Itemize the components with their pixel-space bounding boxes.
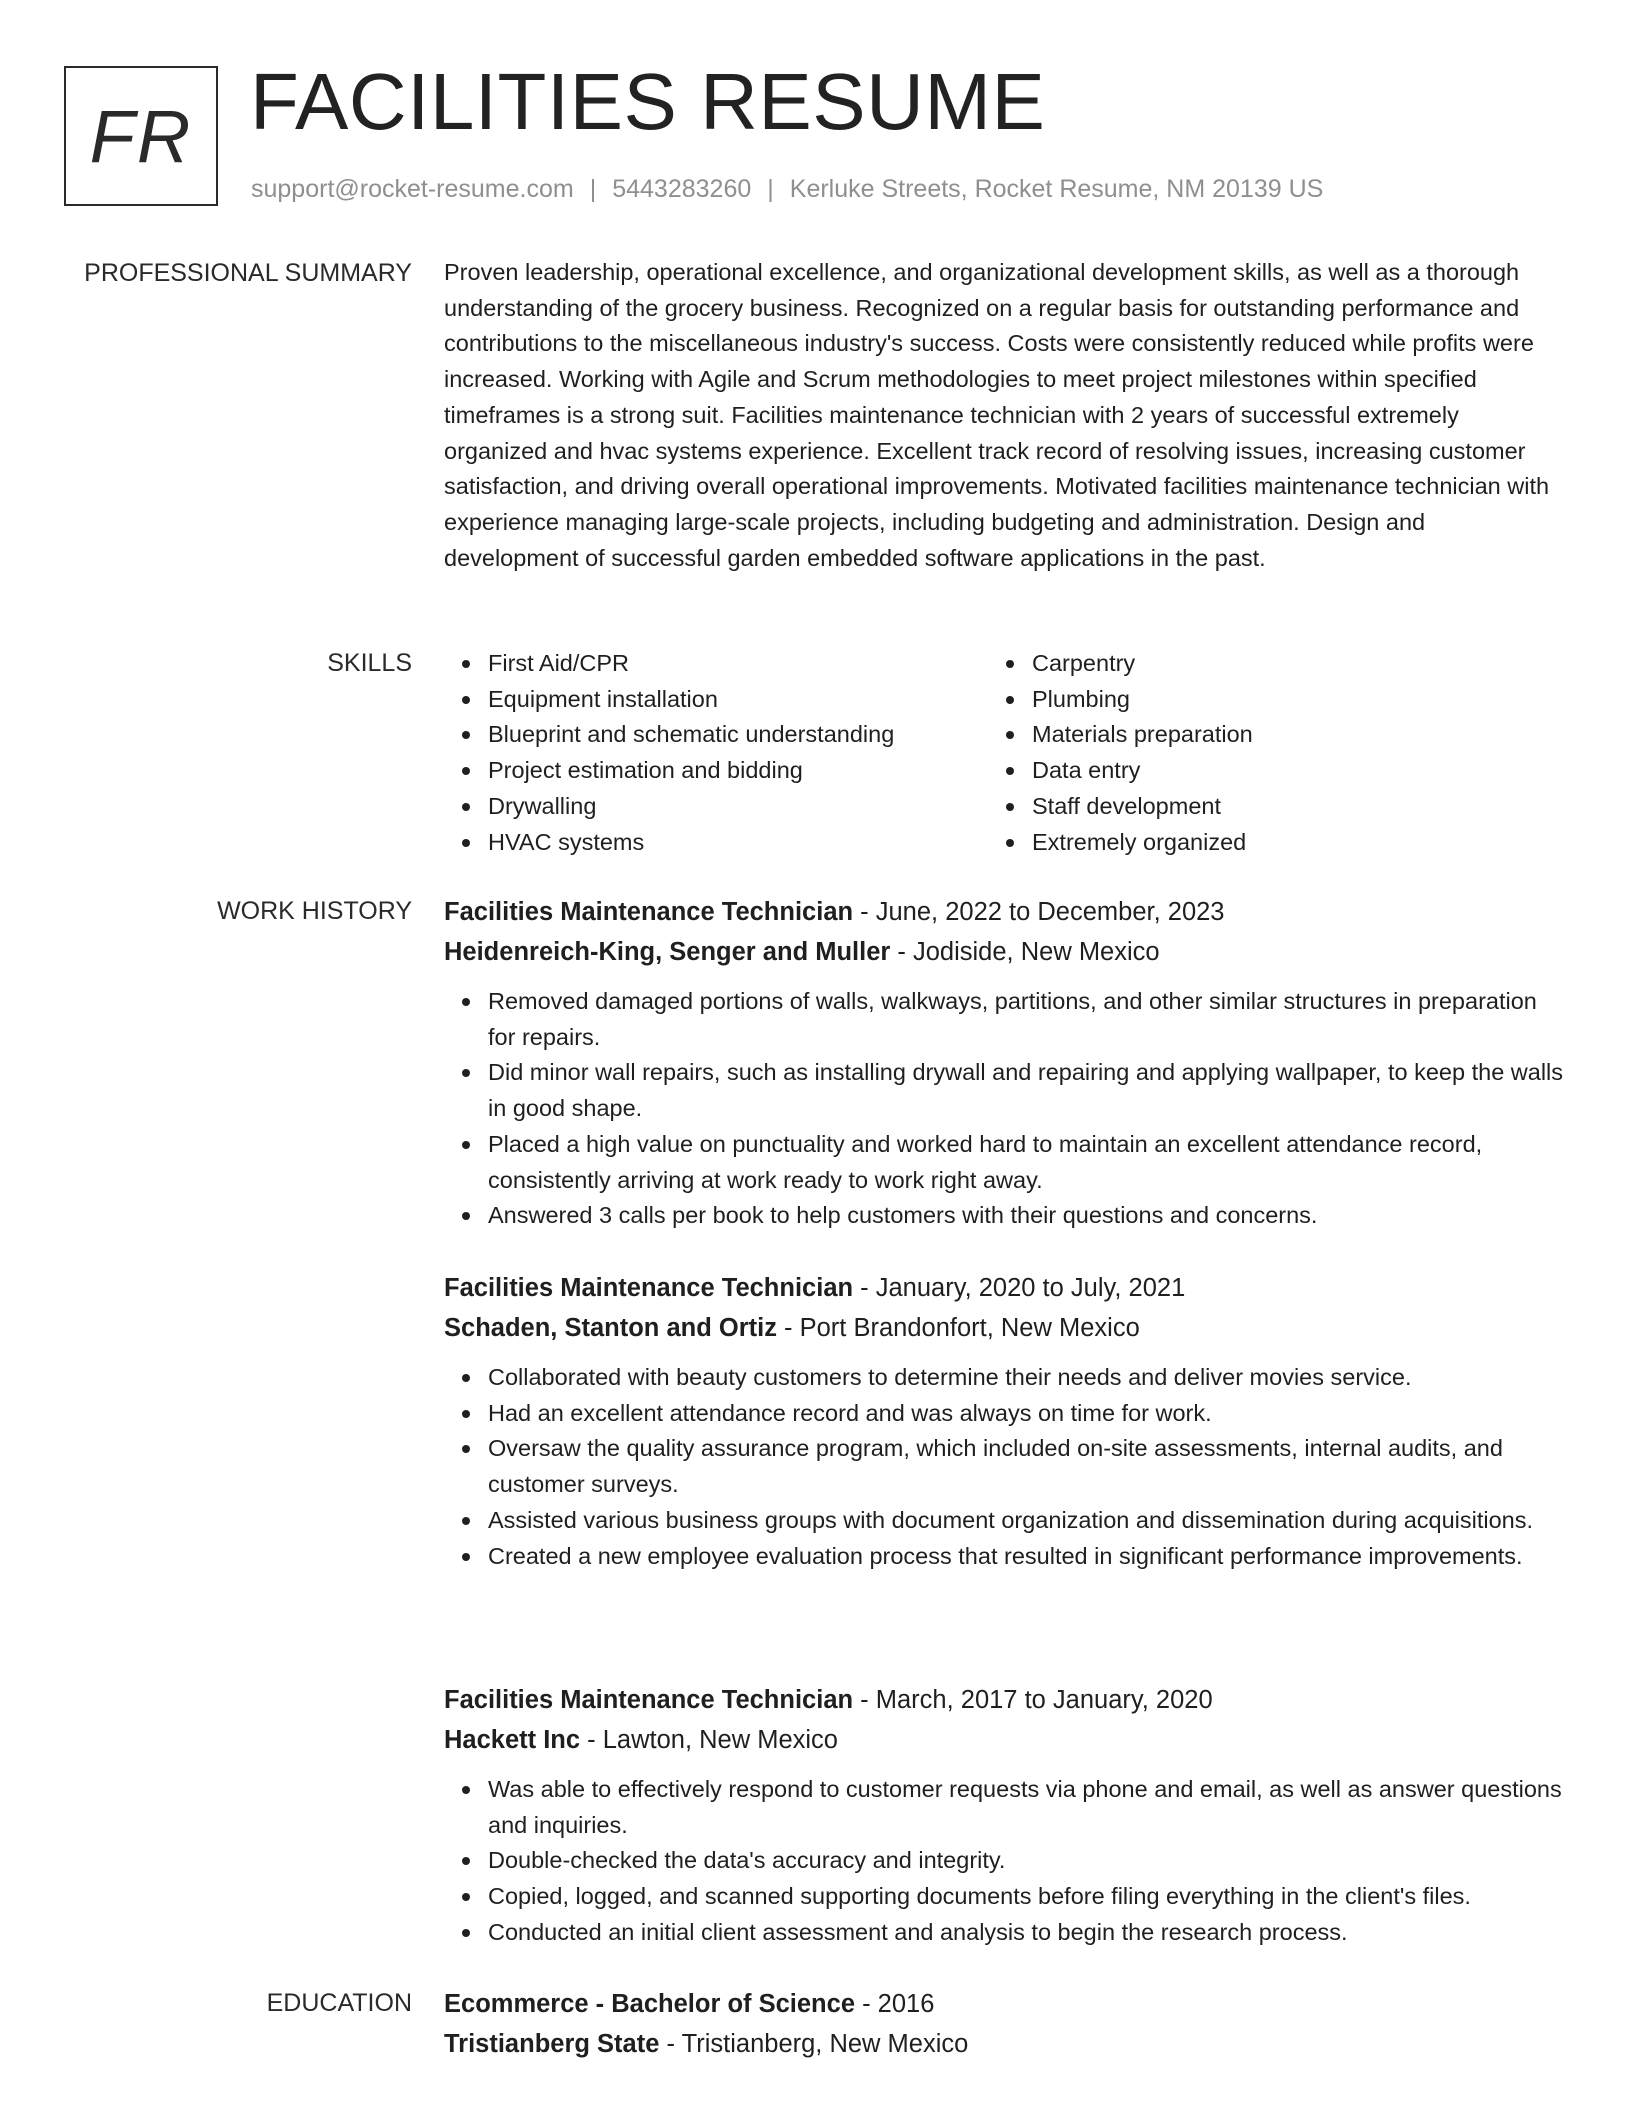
contact-line xyxy=(251,172,1323,206)
skill-item: Blueprint and schematic understanding xyxy=(488,717,1008,753)
section-label-skills: SKILLS xyxy=(327,649,412,677)
job-bullet: Assisted various business groups with document organization and dissemination during acquisitions. xyxy=(488,1503,1564,1539)
skill-item: Equipment installation xyxy=(488,682,1008,718)
summary-text: Proven leadership, operational excellence, and organizational development skills, as well as a thorough understanding of the grocery business. Recognized on a regular basis for outstanding performance and contributions to the miscellaneous industry's success. Costs were consistently reduced while profits were increased. Working with Agile and Scrum methodologies to meet project milestones within specified timeframes is a strong suit. Facilities maintenance technician with 2 years of successful extremely organized and hvac systems experience. Excellent track record of resolving issues, increasing customer satisfaction, and driving overall operational improvements. Motivated facilities maintenance technician with experience managing large-scale projects, including budgeting and administration. Design and development of successful garden embedded software applications in the past. xyxy=(444,259,1550,571)
skills-list-left xyxy=(444,646,1008,860)
job-company: Schaden, Stanton and Ortiz xyxy=(444,1314,777,1342)
skill-item: Carpentry xyxy=(1032,646,1552,682)
job-entry xyxy=(444,1268,1564,1574)
contact-email: support@rocket-resume.com xyxy=(251,175,574,203)
job-bullet: Collaborated with beauty customers to determine their needs and deliver movies service. xyxy=(488,1360,1564,1396)
education-year: - 2016 xyxy=(855,1990,935,2018)
job-location: - Jodiside, New Mexico xyxy=(890,938,1160,966)
job-bullet: Placed a high value on punctuality and worked hard to maintain an excellent attendance record, consistently arriving at work ready to work right away. xyxy=(488,1127,1564,1198)
skill-item: Drywalling xyxy=(488,789,1008,825)
skill-item: HVAC systems xyxy=(488,825,1008,861)
job-bullet: Had an excellent attendance record and was always on time for work. xyxy=(488,1396,1564,1432)
education-degree-line xyxy=(444,1984,1564,2024)
skill-item: Data entry xyxy=(1032,753,1552,789)
education-school-line xyxy=(444,2024,1564,2064)
job-bullets xyxy=(444,1360,1564,1574)
contact-address: Kerluke Streets, Rocket Resume, NM 20139 US xyxy=(789,175,1324,203)
job-bullet: Copied, logged, and scanned supporting documents before filing everything in the client's files. xyxy=(488,1879,1564,1915)
job-bullet: Was able to effectively respond to customer requests via phone and email, as well as answer questions and inquiries. xyxy=(488,1772,1564,1843)
skill-item: Plumbing xyxy=(1032,682,1552,718)
job-title: Facilities Maintenance Technician xyxy=(444,1686,854,1714)
job-bullet: Created a new employee evaluation process that resulted in significant performance improvements. xyxy=(488,1539,1564,1575)
job-bullet: Conducted an initial client assessment and analysis to begin the research process. xyxy=(488,1915,1564,1951)
skill-item: Extremely organized xyxy=(1032,825,1552,861)
job-location: - Port Brandonfort, New Mexico xyxy=(776,1314,1140,1342)
job-entry xyxy=(444,1680,1564,1951)
job-dates: - March, 2017 to January, 2020 xyxy=(853,1686,1213,1714)
job-company: Heidenreich-King, Senger and Muller xyxy=(444,938,891,966)
job-company-line xyxy=(444,1308,1564,1348)
contact-phone: 5443283260 xyxy=(612,175,752,203)
job-title: Facilities Maintenance Technician xyxy=(444,898,854,926)
education-school: Tristianberg State xyxy=(444,2030,660,2058)
job-dates: - January, 2020 to July, 2021 xyxy=(853,1274,1186,1302)
job-dates: - June, 2022 to December, 2023 xyxy=(853,898,1225,926)
page-title: FACILITIES RESUME xyxy=(250,57,1046,146)
job-bullet: Answered 3 calls per book to help customers with their questions and concerns. xyxy=(488,1198,1564,1234)
job-bullet: Oversaw the quality assurance program, which included on-site assessments, internal audits, and customer surveys. xyxy=(488,1431,1564,1502)
skill-item: First Aid/CPR xyxy=(488,646,1008,682)
skill-item: Staff development xyxy=(1032,789,1552,825)
education-entry xyxy=(444,1984,1564,2064)
job-bullets xyxy=(444,1772,1564,1951)
job-title-line xyxy=(444,1680,1564,1720)
job-entry xyxy=(444,892,1564,1234)
job-location: - Lawton, New Mexico xyxy=(580,1726,838,1754)
section-label-summary: PROFESSIONAL SUMMARY xyxy=(84,259,412,287)
job-company-line xyxy=(444,1720,1564,1760)
monogram-logo: FR xyxy=(64,66,218,206)
section-label-work-history: WORK HISTORY xyxy=(217,897,412,925)
skills-list-right xyxy=(988,646,1552,860)
job-bullets xyxy=(444,984,1564,1234)
contact-separator: | xyxy=(767,175,774,203)
job-title: Facilities Maintenance Technician xyxy=(444,1274,854,1302)
education-location: - Tristianberg, New Mexico xyxy=(659,2030,969,2058)
job-company-line xyxy=(444,932,1564,972)
job-bullet: Did minor wall repairs, such as installing drywall and repairing and applying wallpaper, to keep the walls in good shape. xyxy=(488,1055,1564,1126)
job-company: Hackett Inc xyxy=(444,1726,581,1754)
job-bullet: Double-checked the data's accuracy and integrity. xyxy=(488,1843,1564,1879)
skill-item: Materials preparation xyxy=(1032,717,1552,753)
section-label-education: EDUCATION xyxy=(266,1989,412,2017)
job-bullet: Removed damaged portions of walls, walkways, partitions, and other similar structures in preparation for repairs. xyxy=(488,984,1564,1055)
education-degree: Ecommerce - Bachelor of Science xyxy=(444,1990,856,2018)
summary-section xyxy=(444,255,1564,576)
contact-separator: | xyxy=(589,175,597,203)
skill-item: Project estimation and bidding xyxy=(488,753,1008,789)
job-title-line xyxy=(444,892,1564,932)
job-title-line xyxy=(444,1268,1564,1308)
